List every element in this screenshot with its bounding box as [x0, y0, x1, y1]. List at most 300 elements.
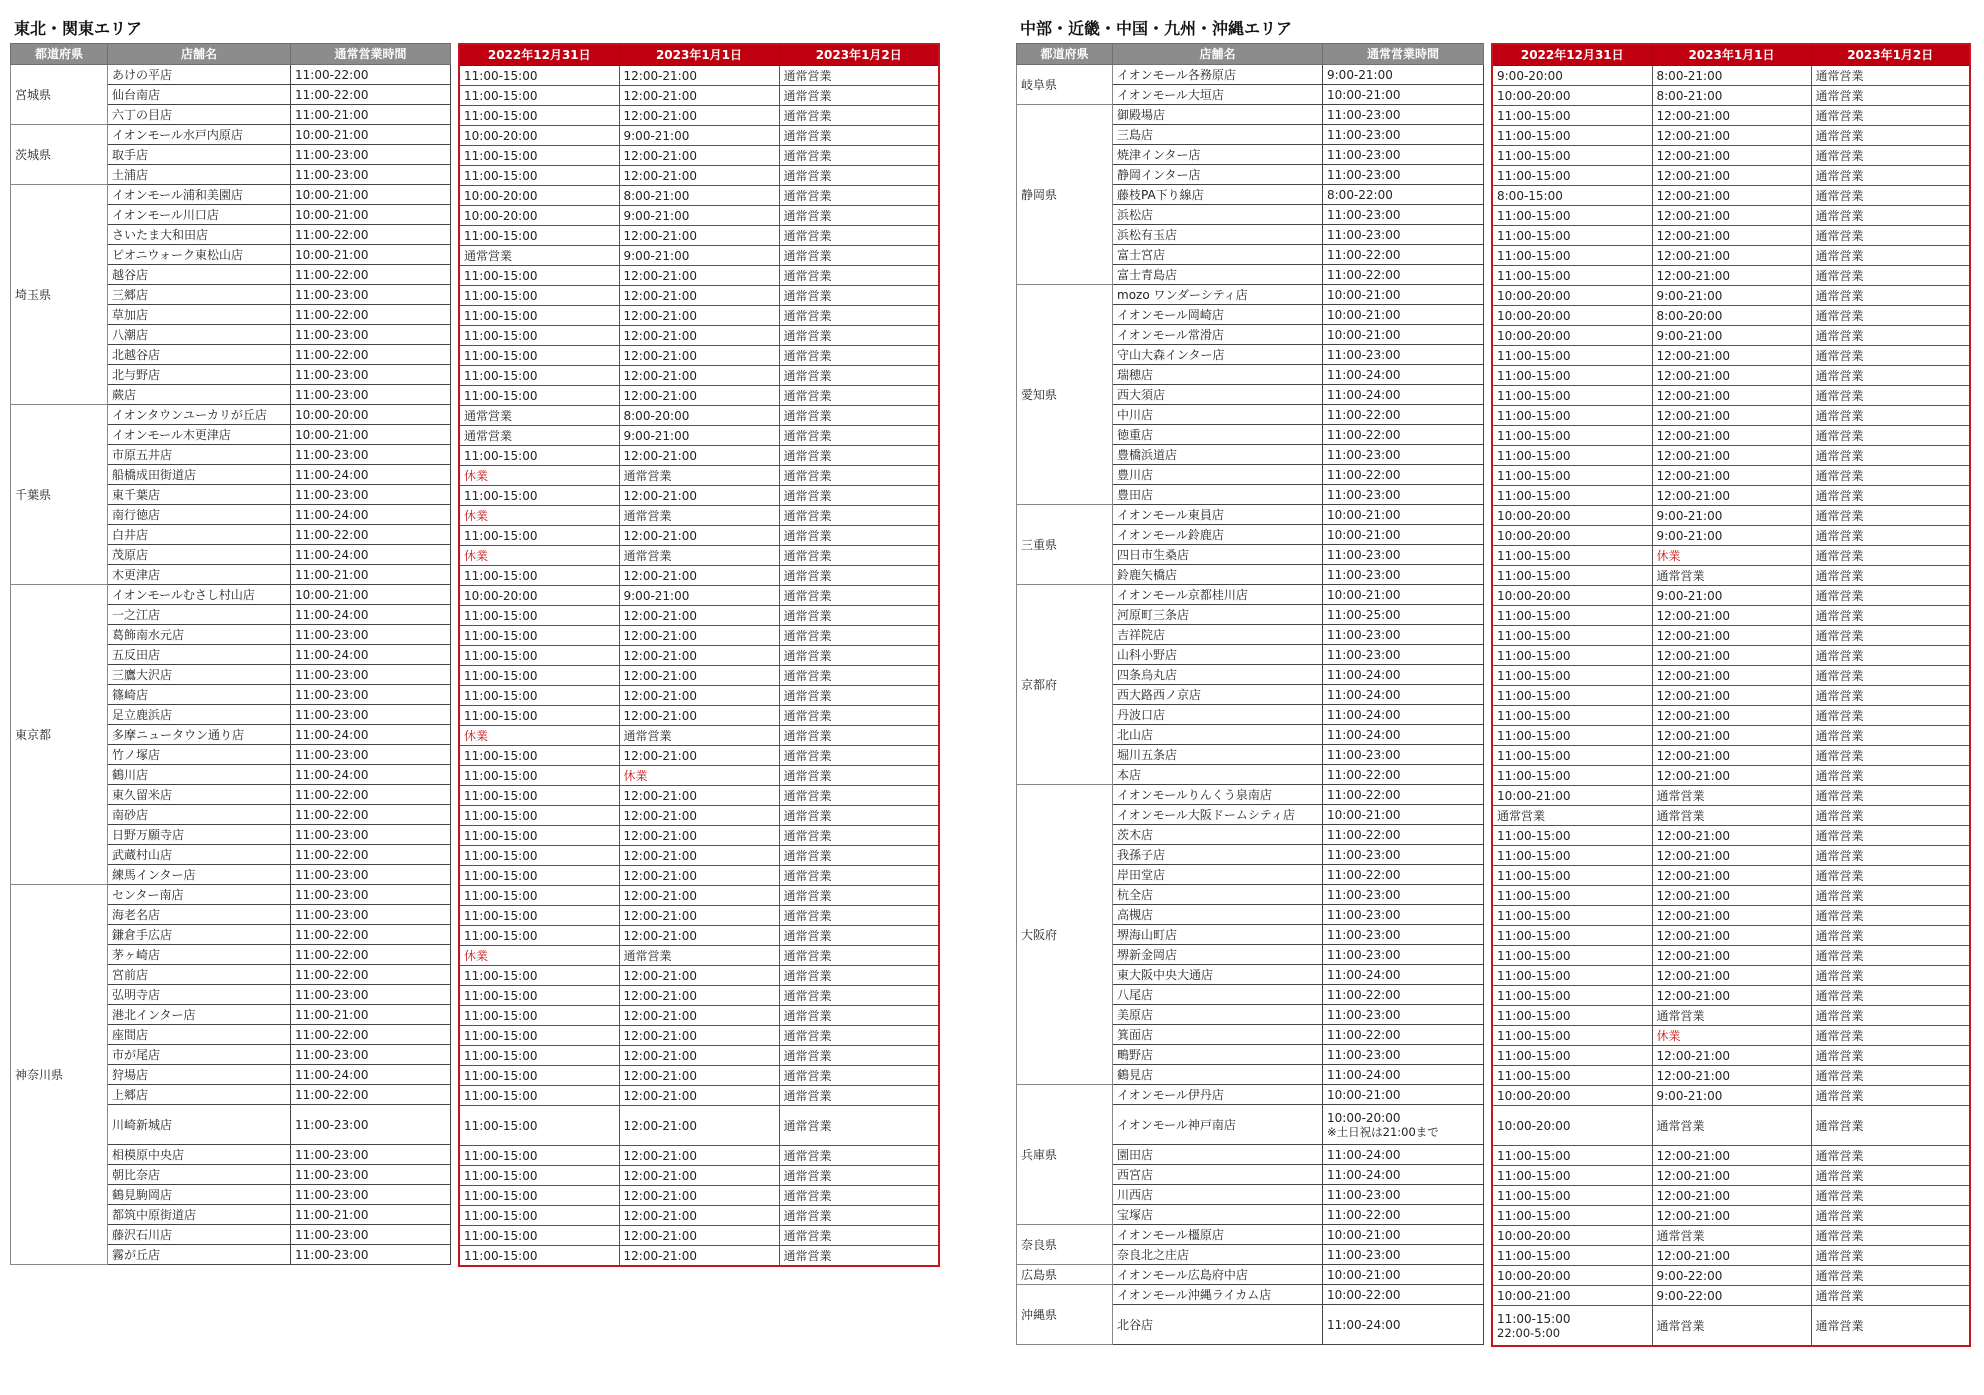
- jan1-hours-value: 12:00-21:00: [1656, 708, 1730, 723]
- jan2-hours-value: 通常営業: [783, 448, 832, 463]
- normal-hours: [291, 765, 451, 785]
- jan2-hours-value: 通常営業: [1815, 128, 1864, 143]
- jan1-hours: [619, 1246, 779, 1267]
- dec31-hours-value: 11:00-15:00: [464, 568, 538, 583]
- table-row: [1492, 1306, 1970, 1347]
- normal-hours-value: 11:00-23:00: [295, 1167, 369, 1182]
- jan2-hours: [1811, 406, 1970, 426]
- jan2-hours: [779, 1106, 939, 1146]
- store-name: [108, 1085, 291, 1105]
- jan2-hours-value: 通常営業: [783, 708, 832, 723]
- table-row: [1492, 706, 1970, 726]
- normal-hours: [1323, 905, 1484, 925]
- jan2-hours-value: 通常営業: [1815, 328, 1864, 343]
- table-row: [11, 125, 451, 145]
- normal-hours-value: 10:00-20:00: [295, 407, 369, 422]
- normal-hours: [291, 1025, 451, 1045]
- store-name-value: 取手店: [112, 147, 149, 162]
- dec31-hours-value: 11:00-15:00: [464, 768, 538, 783]
- jan1-hours: [1652, 386, 1811, 406]
- store-name-value: 堀川五条店: [1117, 747, 1178, 762]
- normal-hours: [291, 1205, 451, 1225]
- jan2-hours: [779, 446, 939, 466]
- normal-hours-value: 10:00-21:00: [1327, 327, 1401, 342]
- normal-hours-value: 11:00-24:00: [1327, 667, 1401, 682]
- dec31-hours-value: 11:00-15:00: [1497, 1208, 1571, 1223]
- jan1-hours-value: 8:00-21:00: [1656, 88, 1723, 103]
- normal-hours-value: 10:00-21:00: [1327, 1227, 1401, 1242]
- header-jan1: 2023年1月1日: [619, 44, 779, 66]
- dec31-hours-value: 11:00-15:00: [464, 608, 538, 623]
- prefecture-cell: 三重県: [1017, 505, 1113, 585]
- jan1-hours: [619, 746, 779, 766]
- dec31-hours-value: 11:00-15:00: [1497, 1248, 1571, 1263]
- table-row: [1492, 1286, 1970, 1306]
- jan1-hours: [619, 266, 779, 286]
- jan1-hours-value: 12:00-21:00: [623, 1088, 697, 1103]
- store-name-value: 御殿場店: [1117, 107, 1166, 122]
- jan1-hours-value: 12:00-21:00: [623, 628, 697, 643]
- dec31-hours-value: 11:00-15:00: [464, 488, 538, 503]
- jan2-hours-value: 通常営業: [1815, 608, 1864, 623]
- dec31-hours: [459, 786, 619, 806]
- jan2-hours-value: 通常営業: [783, 828, 832, 843]
- store-name: [108, 545, 291, 565]
- jan1-hours-value: 通常営業: [1656, 568, 1705, 583]
- normal-hours: [1323, 1225, 1484, 1245]
- normal-hours-value: 11:00-23:00: [295, 707, 369, 722]
- normal-hours: [291, 585, 451, 605]
- store-name-value: イオンモール浦和美園店: [112, 187, 243, 202]
- store-name-value: 箕面店: [1117, 1027, 1154, 1042]
- jan1-hours: [1652, 686, 1811, 706]
- normal-hours: [1323, 485, 1484, 505]
- jan2-hours: [779, 666, 939, 686]
- normal-hours-value: 11:00-24:00: [1327, 1147, 1401, 1162]
- normal-hours: [1323, 665, 1484, 685]
- jan2-hours-value: 通常営業: [783, 408, 832, 423]
- dec31-hours: [1492, 1186, 1652, 1206]
- store-name-value: 市原五井店: [112, 447, 173, 462]
- jan1-hours-value: 8:00-20:00: [623, 408, 690, 423]
- jan1-hours-value: 12:00-21:00: [1656, 148, 1730, 163]
- jan2-hours-value: 通常営業: [1815, 148, 1864, 163]
- dec31-hours: [1492, 206, 1652, 226]
- jan2-hours-value: 通常営業: [783, 1028, 832, 1043]
- normal-hours-value: 11:00-22:00: [295, 1027, 369, 1042]
- jan2-hours: [1811, 1066, 1970, 1086]
- store-name: [108, 445, 291, 465]
- dec31-hours-value: 11:00-15:00: [1497, 728, 1571, 743]
- jan2-hours-value: 通常営業: [1815, 648, 1864, 663]
- jan1-hours-value: 通常営業: [623, 948, 672, 963]
- dec31-hours-value: 11:00-15:00: [464, 88, 538, 103]
- store-name: [1113, 425, 1323, 445]
- normal-hours-value: 9:00-21:00: [1327, 67, 1393, 82]
- dec31-hours-value: 11:00-15:00: [464, 688, 538, 703]
- store-name-value: 仙台南店: [112, 87, 161, 102]
- jan2-hours: [779, 406, 939, 426]
- jan2-hours-value: 通常営業: [1815, 408, 1864, 423]
- dec31-hours: [1492, 726, 1652, 746]
- dec31-hours-value: 11:00-15:00: [1497, 468, 1571, 483]
- store-name: [1113, 1045, 1323, 1065]
- store-name-value: 中川店: [1117, 407, 1154, 422]
- dec31-hours-value: 11:00-15:00: [464, 908, 538, 923]
- store-name: [1113, 1105, 1323, 1145]
- header-jan2: 2023年1月2日: [1811, 44, 1970, 66]
- jan2-hours: [1811, 966, 1970, 986]
- jan1-hours: [1652, 786, 1811, 806]
- dec31-hours-value: 11:00-15:00: [1497, 1168, 1571, 1183]
- jan1-hours: [1652, 526, 1811, 546]
- prefecture-cell: 大阪府: [1017, 785, 1113, 1085]
- table-row: [1492, 506, 1970, 526]
- normal-hours: [291, 125, 451, 145]
- jan1-hours-value: 通常営業: [623, 508, 672, 523]
- normal-hours-value: 11:00-22:00: [295, 947, 369, 962]
- jan1-hours-value: 12:00-21:00: [1656, 208, 1730, 223]
- store-name: [1113, 105, 1323, 125]
- table-row: [1017, 505, 1484, 525]
- store-name: [1113, 705, 1323, 725]
- store-name: [108, 625, 291, 645]
- dec31-hours-value: 11:00-15:00: [1497, 408, 1571, 423]
- dec31-hours-value: 11:00-15:00: [1497, 668, 1571, 683]
- normal-hours-value: 11:00-23:00: [1327, 227, 1401, 242]
- table-row: [11, 65, 451, 85]
- jan1-hours-value: 9:00-21:00: [1656, 328, 1723, 343]
- dec31-hours-value: 11:00-15:00: [1497, 448, 1571, 463]
- table-row: [1492, 1146, 1970, 1166]
- normal-hours-value: 11:00-24:00: [295, 727, 369, 742]
- normal-hours-note: ※土日祝は21:00まで: [1327, 1124, 1439, 1139]
- normal-hours-value: 11:00-23:00: [1327, 947, 1401, 962]
- table-row: [1017, 1285, 1484, 1305]
- normal-hours: [1323, 805, 1484, 825]
- jan1-hours-value: 12:00-21:00: [1656, 608, 1730, 623]
- table-row: [459, 286, 939, 306]
- store-name: [108, 945, 291, 965]
- jan1-hours-value: 12:00-21:00: [623, 608, 697, 623]
- jan2-hours: [1811, 1246, 1970, 1266]
- jan1-hours-value: 12:00-21:00: [623, 848, 697, 863]
- jan2-hours: [779, 606, 939, 626]
- store-name: [1113, 245, 1323, 265]
- jan2-hours: [1811, 646, 1970, 666]
- store-name-value: 武蔵村山店: [112, 847, 173, 862]
- dec31-hours: [1492, 1086, 1652, 1106]
- jan2-hours-value: 通常営業: [1815, 268, 1864, 283]
- dec31-hours-value: 11:00-15:00: [1497, 1311, 1571, 1326]
- jan2-hours-value: 通常営業: [1815, 708, 1864, 723]
- store-name: [1113, 1225, 1323, 1245]
- jan1-hours: [619, 66, 779, 86]
- normal-hours: [291, 445, 451, 465]
- jan2-hours-value: 通常営業: [783, 1088, 832, 1103]
- area-title: 中部・近畿・中国・九州・沖縄エリア: [1020, 19, 1293, 38]
- table-row: [459, 266, 939, 286]
- jan2-hours-value: 通常営業: [783, 588, 832, 603]
- prefecture-cell: 岐阜県: [1017, 65, 1113, 105]
- dec31-hours: [459, 846, 619, 866]
- jan1-hours-value: 12:00-21:00: [1656, 728, 1730, 743]
- store-name-value: 練馬インター店: [112, 867, 196, 882]
- store-name: [1113, 445, 1323, 465]
- jan1-hours: [1652, 186, 1811, 206]
- jan2-hours-value: 通常営業: [783, 468, 832, 483]
- table-row: [1492, 646, 1970, 666]
- store-name-value: 北与野店: [112, 367, 161, 382]
- jan1-hours: [1652, 886, 1811, 906]
- jan1-hours: [1652, 1226, 1811, 1246]
- dec31-hours: [1492, 106, 1652, 126]
- store-name: [1113, 785, 1323, 805]
- table-row: [1492, 206, 1970, 226]
- dec31-hours-value: 8:00-15:00: [1497, 188, 1563, 203]
- dec31-hours-value: 11:00-15:00: [1497, 368, 1571, 383]
- store-name-value: 富士宮店: [1117, 247, 1166, 262]
- table-row: [459, 426, 939, 446]
- store-name-value: 藤枝PA下り線店: [1117, 187, 1204, 202]
- dec31-hours-value: 11:00-15:00: [464, 68, 538, 83]
- normal-hours-value: 11:00-22:00: [295, 307, 369, 322]
- store-name: [108, 605, 291, 625]
- normal-hours-value: 11:00-23:00: [295, 147, 369, 162]
- jan2-hours: [779, 106, 939, 126]
- jan2-hours-value: 通常営業: [783, 428, 832, 443]
- header-dec31: 2022年12月31日: [1492, 44, 1652, 66]
- jan1-hours-value: 12:00-21:00: [623, 1188, 697, 1203]
- table-row: [1492, 866, 1970, 886]
- store-name-value: イオンモール各務原店: [1117, 67, 1236, 82]
- normal-hours-value: 11:00-24:00: [295, 1067, 369, 1082]
- normal-hours-value: 10:00-21:00: [1327, 1087, 1401, 1102]
- table-row: [459, 1246, 939, 1267]
- jan1-hours: [619, 946, 779, 966]
- dec31-hours: [459, 406, 619, 426]
- normal-hours-value: 11:00-24:00: [1327, 727, 1401, 742]
- jan2-hours: [1811, 1106, 1970, 1146]
- normal-hours-value: 11:00-23:00: [1327, 1247, 1401, 1262]
- table-row: [459, 1086, 939, 1106]
- dec31-hours-value: 通常営業: [1497, 808, 1546, 823]
- store-name-value: 杭全店: [1117, 887, 1154, 902]
- normal-hours-value: 10:00-21:00: [295, 427, 369, 442]
- jan1-hours: [619, 606, 779, 626]
- jan1-hours: [619, 146, 779, 166]
- store-name-value: 園田店: [1117, 1147, 1154, 1162]
- normal-hours: [1323, 985, 1484, 1005]
- store-name: [108, 1225, 291, 1245]
- normal-hours-value: 11:00-22:00: [1327, 1027, 1401, 1042]
- normal-hours-value: 10:00-22:00: [1327, 1287, 1401, 1302]
- dec31-hours-value: 休業: [464, 948, 489, 963]
- store-name-value: 南行徳店: [112, 507, 161, 522]
- dec31-hours-value: 休業: [464, 468, 489, 483]
- jan2-hours-value: 通常営業: [1815, 1288, 1864, 1303]
- jan2-hours: [779, 206, 939, 226]
- normal-hours: [291, 285, 451, 305]
- dec31-hours-value: 11:00-15:00: [464, 968, 538, 983]
- jan2-hours: [1811, 386, 1970, 406]
- store-name-value: イオンモール東員店: [1117, 507, 1224, 522]
- jan2-hours: [1811, 1146, 1970, 1166]
- normal-hours: [1323, 1185, 1484, 1205]
- dec31-hours: [459, 66, 619, 86]
- table-row: [459, 326, 939, 346]
- dec31-hours-value: 11:00-15:00: [1497, 888, 1571, 903]
- normal-hours: [291, 645, 451, 665]
- dec31-hours: [459, 1086, 619, 1106]
- dec31-hours: [1492, 986, 1652, 1006]
- jan1-hours: [619, 706, 779, 726]
- jan2-hours-value: 通常営業: [1815, 968, 1864, 983]
- store-name: [1113, 305, 1323, 325]
- table-row: [1492, 666, 1970, 686]
- normal-hours: [291, 925, 451, 945]
- normal-hours: [1323, 85, 1484, 105]
- jan2-hours: [779, 126, 939, 146]
- normal-hours: [1323, 445, 1484, 465]
- jan1-hours-value: 12:00-21:00: [623, 148, 697, 163]
- normal-hours-value: 11:00-24:00: [1327, 1167, 1401, 1182]
- normal-hours-value: 11:00-22:00: [1327, 427, 1401, 442]
- normal-hours: [1323, 345, 1484, 365]
- dec31-hours: [1492, 346, 1652, 366]
- normal-hours: [1323, 145, 1484, 165]
- normal-hours-value: 11:00-23:00: [295, 987, 369, 1002]
- jan2-hours-value: 通常営業: [783, 528, 832, 543]
- normal-hours-value: 11:00-24:00: [1327, 687, 1401, 702]
- normal-hours: [1323, 545, 1484, 565]
- jan1-hours-value: 12:00-21:00: [1656, 408, 1730, 423]
- jan1-hours-value: 9:00-21:00: [1656, 288, 1723, 303]
- store-name: [1113, 745, 1323, 765]
- jan2-hours: [779, 1006, 939, 1026]
- jan2-hours-value: 通常営業: [783, 88, 832, 103]
- jan2-hours: [1811, 626, 1970, 646]
- dec31-hours: [459, 1166, 619, 1186]
- normal-hours: [1323, 765, 1484, 785]
- dec31-hours: [1492, 1066, 1652, 1086]
- dec31-hours: [459, 146, 619, 166]
- jan1-hours-value: 通常営業: [623, 728, 672, 743]
- dec31-hours-value: 11:00-15:00: [1497, 208, 1571, 223]
- dec31-hours-value: 11:00-15:00: [464, 888, 538, 903]
- dec31-hours-value: 11:00-15:00: [464, 388, 538, 403]
- jan1-hours-value: 12:00-21:00: [1656, 468, 1730, 483]
- dec31-hours-value: 11:00-15:00: [1497, 1148, 1571, 1163]
- store-name: [1113, 1025, 1323, 1045]
- dec31-hours-value: 10:00-20:00: [1497, 1228, 1571, 1243]
- jan1-hours-value: 12:00-21:00: [623, 1228, 697, 1243]
- normal-hours: [1323, 405, 1484, 425]
- dec31-hours: [1492, 1306, 1652, 1347]
- jan2-hours-value: 通常営業: [783, 968, 832, 983]
- store-name-value: 岸田堂店: [1117, 867, 1166, 882]
- store-name: [1113, 545, 1323, 565]
- jan2-hours: [779, 546, 939, 566]
- store-name: [108, 725, 291, 745]
- dec31-hours-value: 休業: [464, 508, 489, 523]
- jan1-hours: [619, 346, 779, 366]
- jan1-hours: [619, 986, 779, 1006]
- jan2-hours-value: 通常営業: [1815, 948, 1864, 963]
- jan1-hours: [1652, 406, 1811, 426]
- jan2-hours-value: 通常営業: [1815, 1028, 1864, 1043]
- jan2-hours: [1811, 166, 1970, 186]
- store-name: [1113, 1185, 1323, 1205]
- store-name: [108, 365, 291, 385]
- table-row: [1492, 1166, 1970, 1186]
- prefecture-cell: 東京都: [11, 585, 108, 885]
- jan2-hours: [779, 166, 939, 186]
- jan1-hours-value: 12:00-21:00: [623, 1048, 697, 1063]
- normal-hours: [291, 1045, 451, 1065]
- normal-hours: [1323, 285, 1484, 305]
- jan2-hours: [779, 526, 939, 546]
- dec31-hours: [459, 886, 619, 906]
- table-row: [1492, 606, 1970, 626]
- store-name-value: イオンモール京都桂川店: [1117, 587, 1248, 602]
- dec31-hours-value: 11:00-15:00: [464, 1008, 538, 1023]
- jan1-hours-value: 12:00-21:00: [1656, 428, 1730, 443]
- normal-hours-value: 11:00-23:00: [1327, 547, 1401, 562]
- jan1-hours-value: 12:00-21:00: [1656, 648, 1730, 663]
- dec31-hours: [1492, 686, 1652, 706]
- store-name-value: 山科小野店: [1117, 647, 1178, 662]
- jan1-hours-value: 12:00-21:00: [1656, 1168, 1730, 1183]
- store-name-value: 相模原中央店: [112, 1147, 185, 1162]
- jan2-hours: [1811, 466, 1970, 486]
- jan1-hours-value: 12:00-21:00: [1656, 488, 1730, 503]
- store-name: [108, 985, 291, 1005]
- jan1-hours: [1652, 266, 1811, 286]
- jan1-hours-value: 9:00-21:00: [623, 128, 690, 143]
- jan2-hours-value: 通常営業: [783, 288, 832, 303]
- jan2-hours: [1811, 1266, 1970, 1286]
- dec31-hours-value: 11:00-15:00: [464, 368, 538, 383]
- jan1-hours: [619, 1186, 779, 1206]
- store-name-value: 土浦店: [112, 167, 149, 182]
- jan1-hours-value: 通常営業: [1656, 808, 1705, 823]
- jan2-hours: [779, 246, 939, 266]
- store-name: [108, 1245, 291, 1265]
- normal-hours-value: 10:00-21:00: [1327, 507, 1401, 522]
- normal-hours-value: 11:00-24:00: [295, 647, 369, 662]
- dec31-hours: [1492, 786, 1652, 806]
- jan2-hours-value: 通常営業: [783, 568, 832, 583]
- store-name: [108, 1165, 291, 1185]
- header-normal-hours: 通常営業時間: [291, 44, 451, 65]
- dec31-hours: [459, 566, 619, 586]
- store-name-value: 一之江店: [112, 607, 161, 622]
- store-name: [108, 825, 291, 845]
- table-row: [459, 606, 939, 626]
- dec31-hours-value: 11:00-15:00: [464, 228, 538, 243]
- normal-hours: [291, 865, 451, 885]
- store-name-value: 五反田店: [112, 647, 161, 662]
- jan2-hours: [779, 286, 939, 306]
- jan2-hours-value: 通常営業: [1815, 68, 1864, 83]
- dec31-hours: [1492, 306, 1652, 326]
- normal-hours-value: 11:00-23:00: [295, 827, 369, 842]
- store-name: [1113, 345, 1323, 365]
- dec31-hours-value: 11:00-15:00: [464, 868, 538, 883]
- jan1-hours: [1652, 926, 1811, 946]
- jan2-hours-value: 通常営業: [1815, 988, 1864, 1003]
